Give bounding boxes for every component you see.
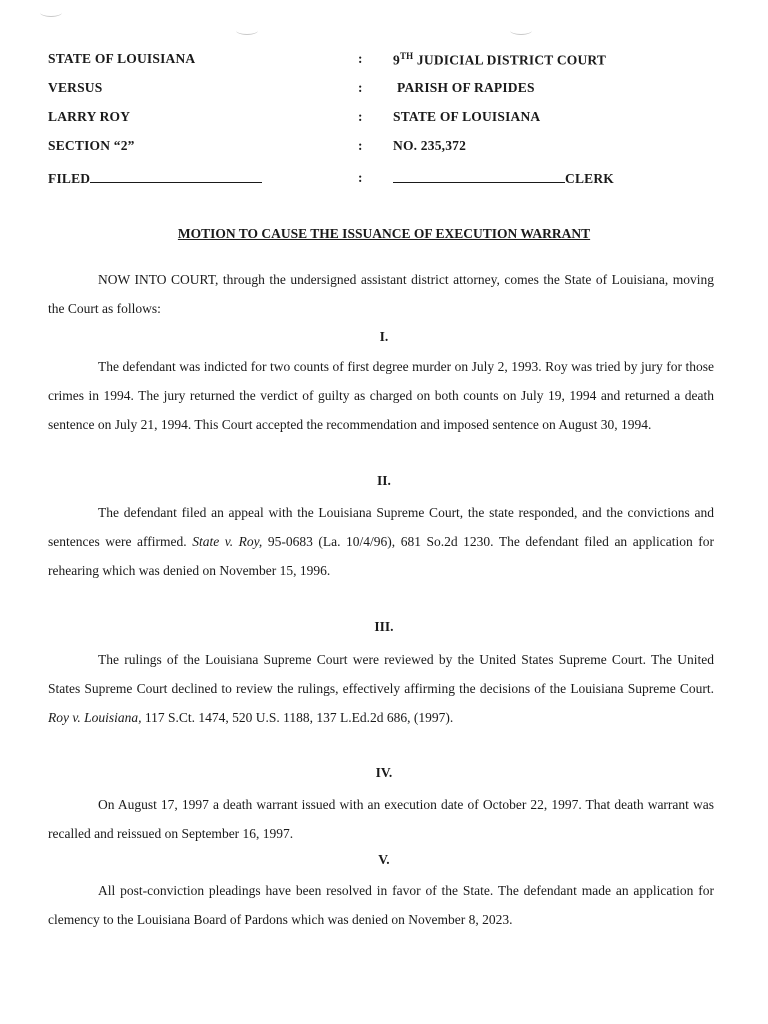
- filed-line: [48, 170, 262, 187]
- intro-paragraph: NOW INTO COURT, through the undersigned assistant district attorney, comes the State of Louisiana, moving the Court as follows:: [48, 272, 714, 316]
- caption-left: STATE OF LOUISIANA: [48, 51, 196, 66]
- caption-right: STATE OF LOUISIANA: [393, 109, 541, 124]
- caption-left: SECTION “2”: [48, 138, 135, 153]
- filed-label: FILED: [48, 171, 91, 186]
- section-paragraph: All post-conviction pleadings have been resolved in favor of the State. The defendant made an application for clemency to the Louisiana Board of Pardons which was denied on November 8, 2023.: [48, 883, 714, 927]
- caption-left: LARRY ROY: [48, 109, 131, 124]
- caption-separator: :: [358, 109, 363, 124]
- section-paragraph: The rulings of the Louisiana Supreme Court were reviewed by the United States Supreme Court. The United States Supreme Court declined to review the rulings, effectively affirming the decisions of the Louisiana Supreme Court. Roy v. Louisiana, 117 S.Ct. 1474, 520 U.S. 1188, 137 L.Ed.2d 686, (1997).: [48, 652, 714, 725]
- caption-row: [48, 51, 688, 73]
- caption-row-filed: [48, 170, 688, 192]
- scan-mark: [236, 26, 258, 35]
- scan-mark: [40, 8, 62, 17]
- section-number: I.: [379, 329, 389, 344]
- caption-right: PARISH OF RAPIDES: [397, 80, 535, 95]
- signature-blank: [90, 170, 262, 183]
- signature-blank: [393, 170, 565, 183]
- case-citation: Roy v. Louisiana,: [48, 710, 142, 725]
- clerk-label: CLERK: [565, 171, 615, 186]
- caption-separator: :: [358, 138, 363, 153]
- caption-separator: :: [358, 51, 363, 66]
- caption-row: [48, 109, 688, 131]
- scan-mark: [510, 26, 532, 35]
- caption-right: 9TH JUDICIAL DISTRICT COURT: [393, 51, 607, 68]
- caption-right: NO. 235,372: [393, 138, 467, 153]
- caption-row: [48, 138, 688, 160]
- caption-separator: :: [358, 80, 363, 95]
- motion-title: MOTION TO CAUSE THE ISSUANCE OF EXECUTION WARRANT: [177, 226, 591, 241]
- case-citation: State v. Roy,: [192, 534, 263, 549]
- section-number: III.: [374, 619, 394, 634]
- clerk-line: [393, 170, 614, 187]
- section-paragraph: The defendant was indicted for two counts of first degree murder on July 2, 1993. Roy was tried by jury for those crimes in 1994. The jury returned the verdict of guilty as charged on both counts on July 19, 1994 and returned a death sentence on July 21, 1994. This Court accepted the recommendation and imposed sentence on August 30, 1994.: [48, 359, 714, 432]
- section-paragraph: On August 17, 1997 a death warrant issued with an execution date of October 22, 1997. That death warrant was recalled and reissued on September 16, 1997.: [48, 797, 714, 841]
- section-paragraph: The defendant filed an appeal with the Louisiana Supreme Court, the state responded, and the convictions and sentences were affirmed. State v. Roy, 95-0683 (La. 10/4/96), 681 So.2d 1230. The defendant filed an application for rehearing which was denied on November 15, 1996.: [48, 505, 714, 578]
- caption-separator: :: [358, 170, 363, 185]
- section-number: II.: [377, 473, 391, 488]
- section-number: V.: [378, 852, 390, 867]
- section-number: IV.: [375, 765, 393, 780]
- caption-row: [48, 80, 688, 102]
- caption-left: VERSUS: [48, 80, 103, 95]
